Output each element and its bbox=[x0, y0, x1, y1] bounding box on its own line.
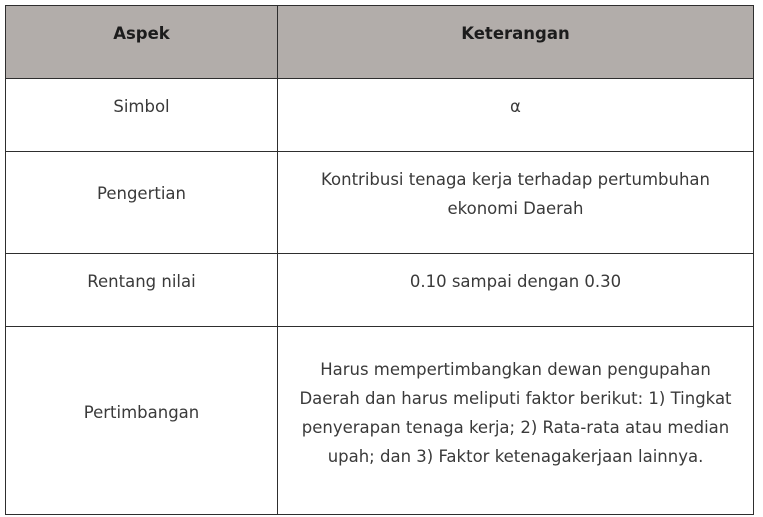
cell-keterangan-rentang-nilai: 0.10 sampai dengan 0.30 bbox=[278, 254, 754, 327]
table-row bbox=[6, 79, 754, 152]
table-row bbox=[6, 254, 754, 327]
header-aspek: Aspek bbox=[6, 6, 278, 79]
cell-keterangan-simbol: α bbox=[278, 79, 754, 152]
cell-aspek-simbol: Simbol bbox=[6, 79, 278, 152]
header-row bbox=[6, 6, 754, 79]
cell-keterangan-pertimbangan: Harus mempertimbangkan dewan pengupahan Daerah dan harus meliputi faktor berikut: 1) Tingkat penyerapan tenaga kerja; 2) Rata-rata atau median upah; dan 3) Faktor ketenagakerjaan lainnya. bbox=[278, 327, 754, 515]
cell-aspek-rentang-nilai: Rentang nilai bbox=[6, 254, 278, 327]
cell-aspek-pengertian: Pengertian bbox=[6, 152, 278, 254]
table-header bbox=[6, 6, 754, 79]
cell-aspek-pertimbangan: Pertimbangan bbox=[6, 327, 278, 515]
table-body bbox=[6, 79, 754, 515]
table-row bbox=[6, 152, 754, 254]
info-table bbox=[5, 5, 754, 515]
header-keterangan: Keterangan bbox=[278, 6, 754, 79]
cell-keterangan-pengertian: Kontribusi tenaga kerja terhadap pertumbuhan ekonomi Daerah bbox=[278, 152, 754, 254]
table-row bbox=[6, 327, 754, 515]
